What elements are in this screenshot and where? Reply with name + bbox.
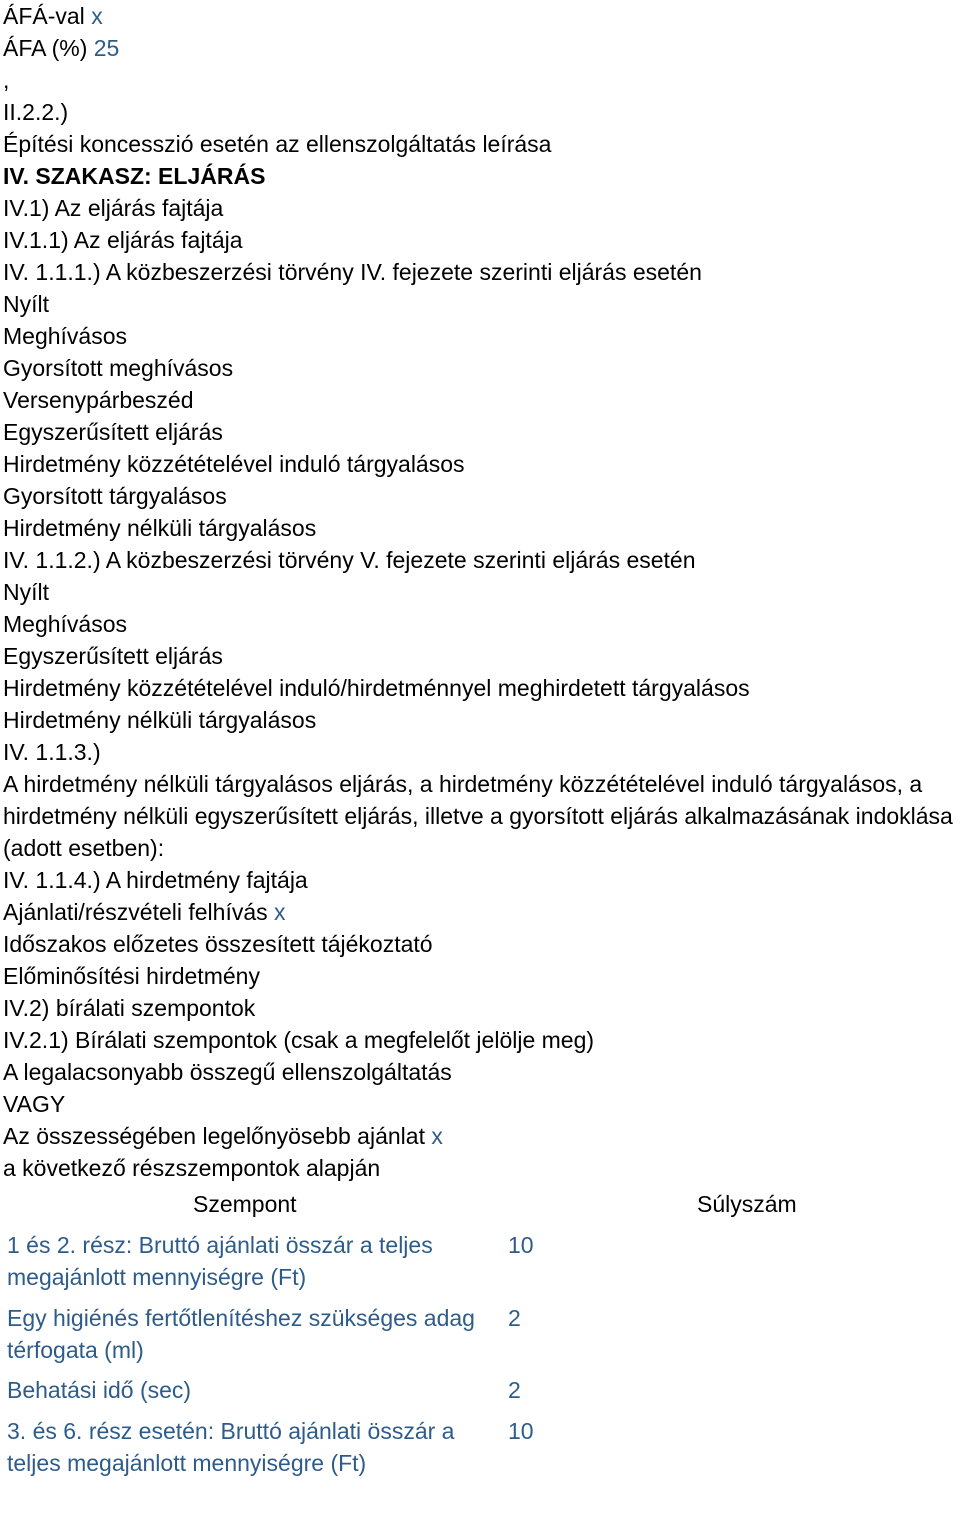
table-row-criterion: 3. és 6. rész esetén: Bruttó ajánlati összár a teljes megajánlott mennyiségre (Ft): [7, 1418, 455, 1476]
section-ii22-heading: II.2.2.): [3, 99, 69, 125]
criteria-best-value: [3, 1120, 443, 1152]
section-iv1-heading: IV.1) Az eljárás fajtája: [3, 195, 224, 221]
section-iv114-heading: IV. 1.1.4.) A hirdetmény fajtája: [3, 867, 308, 893]
notice-type-call-mark: x: [274, 899, 286, 925]
table-row-criterion: Egy higiénés fertőtlenítéshez szükséges adag térfogata (ml): [7, 1305, 475, 1363]
iv-option: Hirdetmény nélküli tárgyalásos: [3, 515, 317, 541]
criteria-sub-label: a következő részszempontok alapján: [3, 1155, 381, 1181]
section-iv111-heading: IV. 1.1.1.) A közbeszerzési törvény IV. fejezete szerinti eljárás esetén: [3, 259, 702, 285]
section-ii22-text: Építési koncesszió esetén az ellenszolgáltatás leírása: [3, 131, 552, 157]
notice-type-call: [3, 896, 286, 928]
comma-line: ,: [3, 67, 10, 93]
iv-option: Hirdetmény közzétételével induló tárgyalásos: [3, 451, 465, 477]
table-row-criterion: Behatási idő (sec): [7, 1377, 192, 1403]
table-row-weight: 10: [508, 1232, 534, 1258]
iv-option: Egyszerűsített eljárás: [3, 419, 223, 445]
section-iv112-heading: IV. 1.1.2.) A közbeszerzési törvény V. fejezete szerinti eljárás esetén: [3, 547, 696, 573]
v-option: Hirdetmény közzétételével induló/hirdetménnyel meghirdetett tárgyalásos: [3, 675, 750, 701]
notice-type-call-label: Ajánlati/részvételi felhívás: [3, 899, 268, 925]
section-iv21-heading: IV.2.1) Bírálati szempontok (csak a megfelelőt jelölje meg): [3, 1027, 595, 1053]
iv-option: Gyorsított meghívásos: [3, 355, 234, 381]
afa-line: [3, 0, 103, 32]
table-row-weight: 2: [508, 1305, 521, 1331]
section-iv11-heading: IV.1.1) Az eljárás fajtája: [3, 227, 243, 253]
criteria-best-value-mark: x: [431, 1123, 443, 1149]
iv-option: Gyorsított tárgyalásos: [3, 483, 227, 509]
table-header-weight: Súlyszám: [697, 1191, 797, 1217]
iv-option: Meghívásos: [3, 323, 128, 349]
notice-type-prequal: Előminősítési hirdetmény: [3, 963, 260, 989]
table-row-criterion: 1 és 2. rész: Bruttó ajánlati összár a teljes megajánlott mennyiségre (Ft): [7, 1232, 433, 1290]
criteria-or: VAGY: [3, 1091, 66, 1117]
v-option: Meghívásos: [3, 611, 128, 637]
v-option: Nyílt: [3, 579, 49, 605]
afa-percent-line: [3, 32, 119, 64]
table-header-criterion: Szempont: [193, 1191, 297, 1217]
afa-percent-label: ÁFA (%): [3, 35, 88, 61]
table-row-weight: 2: [508, 1377, 521, 1403]
criteria-best-value-label: Az összességében legelőnyösebb ajánlat: [3, 1123, 425, 1149]
table-row-weight: 10: [508, 1418, 534, 1444]
section-iv113-heading: IV. 1.1.3.): [3, 739, 101, 765]
criteria-lowest-price: A legalacsonyabb összegű ellenszolgáltatás: [3, 1059, 452, 1085]
section-iv2-heading: IV.2) bírálati szempontok: [3, 995, 256, 1021]
v-option: Egyszerűsített eljárás: [3, 643, 223, 669]
iv-option: Versenypárbeszéd: [3, 387, 194, 413]
notice-type-periodic: Időszakos előzetes összesített tájékoztató: [3, 931, 433, 957]
v-option: Hirdetmény nélküli tárgyalásos: [3, 707, 317, 733]
iv-option: Nyílt: [3, 291, 49, 317]
section-iv-heading: IV. SZAKASZ: ELJÁRÁS: [3, 163, 266, 189]
section-iv113-text: A hirdetmény nélküli tárgyalásos eljárás, a hirdetmény közzétételével induló tárgyalásos, a hirdetmény nélküli egyszerűsített eljárás, illetve a gyorsított eljárás alkalmazásának indoklása (adott esetben):: [3, 771, 953, 861]
afa-percent-value: 25: [93, 35, 120, 61]
afa-mark: x: [91, 3, 103, 29]
afa-label: ÁFÁ-val: [3, 3, 85, 29]
